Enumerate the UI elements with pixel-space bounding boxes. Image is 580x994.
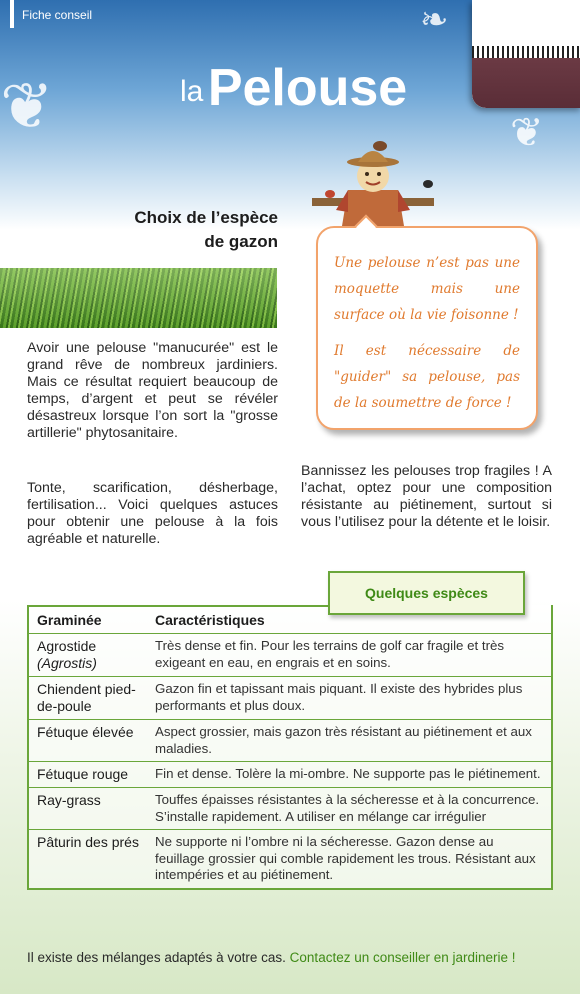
title-main: Pelouse xyxy=(207,59,408,117)
quote-box xyxy=(316,226,538,430)
table-row xyxy=(29,830,551,888)
advice-paragraph: Bannissez les pelouses trop fragiles ! A l’achat, optez pour une composition résistante au piétinement, surtout si vous l’utilisez pour la détente et le loisir. xyxy=(301,463,552,530)
document-tag: Fiche conseil xyxy=(22,8,93,22)
swirl-ornament-icon: ❦ xyxy=(0,70,54,144)
species-name: Fétuque élevée xyxy=(37,724,134,740)
table-row xyxy=(29,788,551,830)
intro-paragraph: Avoir une pelouse "manucurée" est le grand rêve de nombreux jardiniers. Mais ce résultat requiert beaucoup de temps, d’argent et peut se révéler désastreux lorsque l’on sort la "grosse artillerie" phytosanitaire. xyxy=(27,340,278,441)
section-title-line: Choix de l’espèce xyxy=(134,208,278,227)
species-description: Aspect grossier, mais gazon très résistant au piétinement et aux maladies. xyxy=(155,724,532,756)
header-cell: Graminée xyxy=(37,612,102,628)
tag-bar xyxy=(10,0,14,28)
species-name: Fétuque rouge xyxy=(37,766,129,782)
grass-card-icon xyxy=(472,0,580,108)
soil xyxy=(472,58,580,108)
title-article: la xyxy=(180,75,204,108)
species-latin-name: (Agrostis) xyxy=(37,655,97,671)
swirl-ornament-icon: ❧ xyxy=(420,0,449,40)
species-description: Fin et dense. Tolère la mi-ombre. Ne supporte pas le piétinement. xyxy=(155,766,541,781)
grass-photo xyxy=(0,268,277,328)
table-row xyxy=(29,677,551,720)
species-tab-label: Quelques espèces xyxy=(328,571,525,615)
swirl-ornament-icon: ❦ xyxy=(510,110,544,156)
species-description: Touffes épaisses résistantes à la sécheresse et à la concurrence. S’installe rapidement. A utiliser en mélange car irrégulier xyxy=(155,792,540,824)
table-row xyxy=(29,634,551,677)
species-description: Très dense et fin. Pour les terrains de golf car fragile et très exigeant en eau, en engrais et en soins. xyxy=(155,638,505,670)
species-name: Pâturin des prés xyxy=(37,834,139,850)
species-name: Ray-grass xyxy=(37,792,101,808)
table-row xyxy=(29,762,551,788)
section-title xyxy=(100,206,278,254)
species-name-text: Agrostide xyxy=(37,638,97,654)
quote-line: Il est nécessaire de "guider" sa pelouse, pas de la soumettre de force ! xyxy=(334,343,520,411)
species-name: Chiendent pied-de-poule xyxy=(37,681,136,714)
header-cell: Caractéristiques xyxy=(155,612,265,628)
species-name xyxy=(29,634,147,676)
footer-note xyxy=(27,950,516,965)
table-row xyxy=(29,720,551,762)
species-description: Gazon fin et tapissant mais piquant. Il existe des hybrides plus performants et plus doux. xyxy=(155,681,523,713)
species-description: Ne supporte ni l’ombre ni la sécheresse. Gazon dense au feuillage grossier qui comble rapidement les trous. Résistant aux intempéries et au piétinement. xyxy=(155,834,536,882)
section-title-line: de gazon xyxy=(204,232,278,251)
quote-line: Une pelouse n’est pas une moquette mais une surface où la vie foisonne ! xyxy=(334,255,520,323)
contact-link[interactable]: Contactez un conseiller en jardinerie ! xyxy=(289,950,516,965)
tips-paragraph: Tonte, scarification, désherbage, fertilisation... Voici quelques astuces pour obtenir une pelouse à la fois agréable et naturelle. xyxy=(27,480,278,547)
species-table xyxy=(27,605,553,890)
page-title xyxy=(180,58,407,118)
footer-text: Il existe des mélanges adaptés à votre cas. xyxy=(27,950,286,965)
